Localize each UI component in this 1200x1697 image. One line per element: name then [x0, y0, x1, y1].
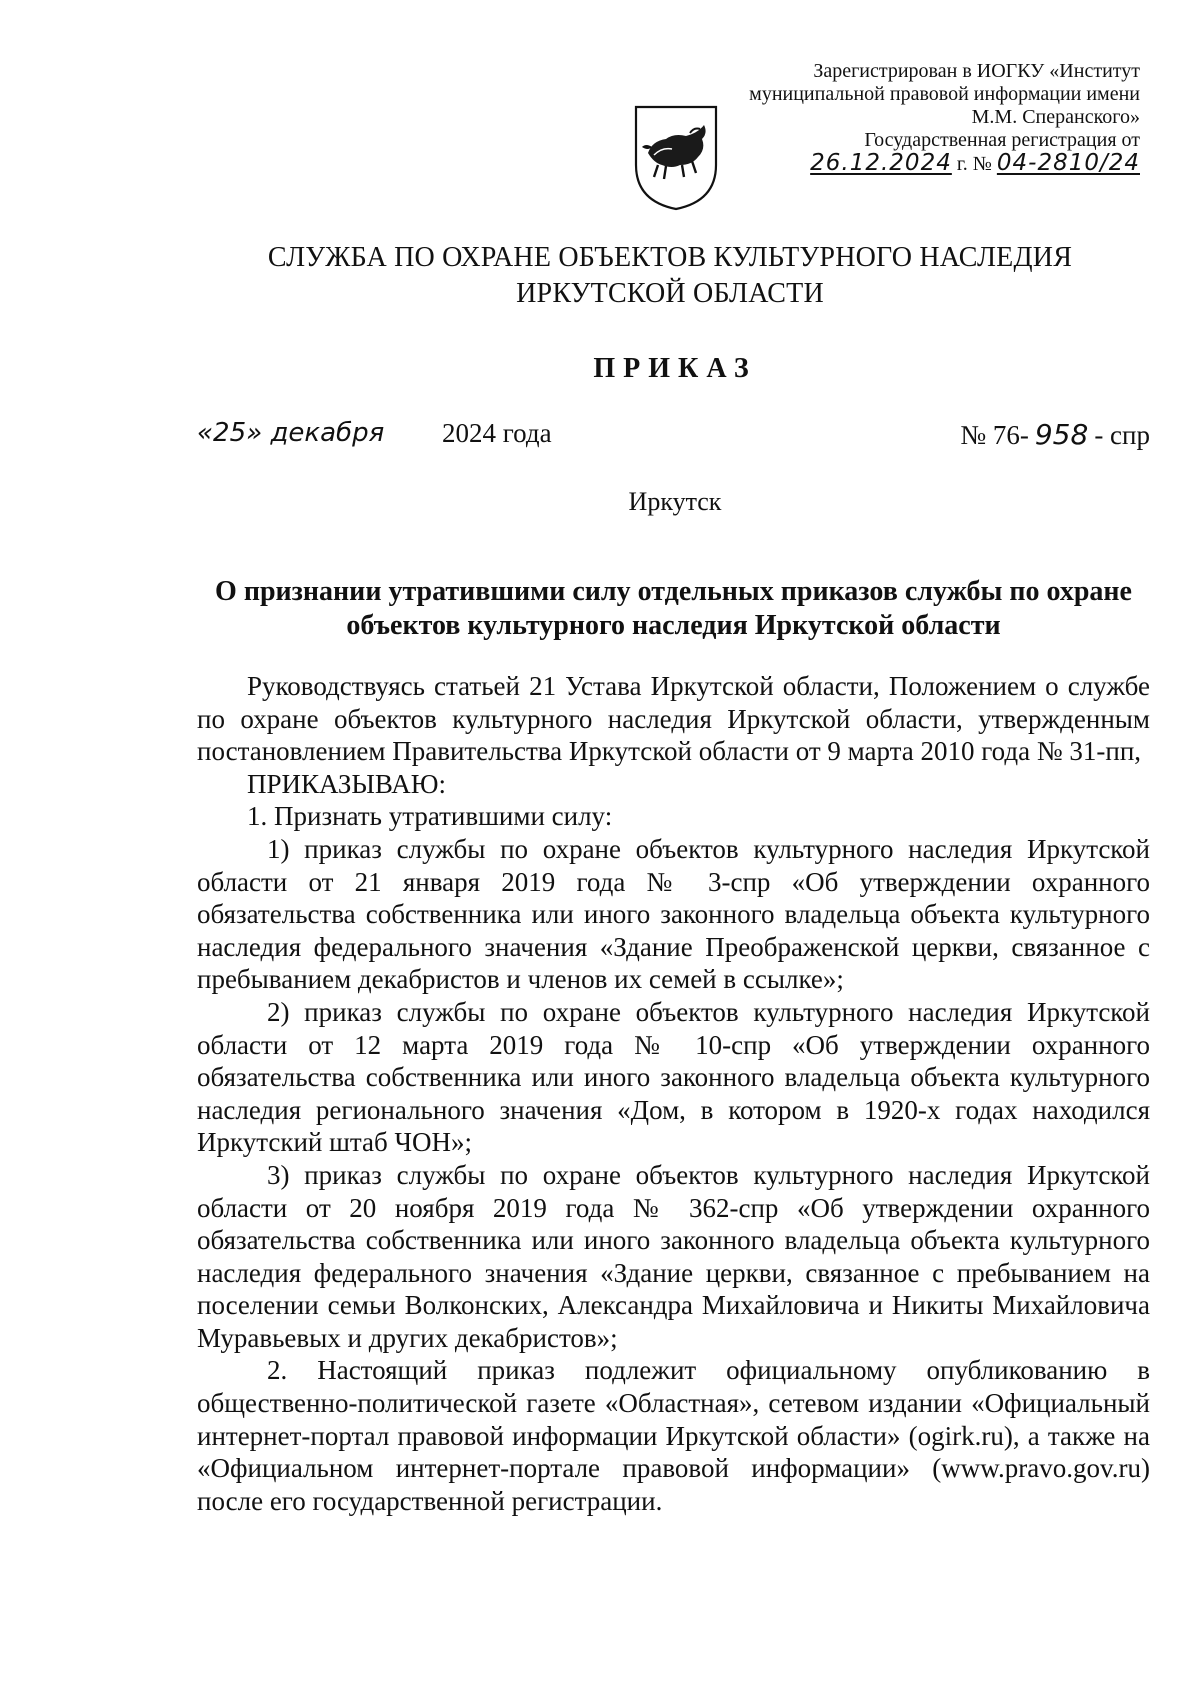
city: Иркутск	[628, 487, 722, 516]
order-number-handwritten: 958	[1034, 418, 1089, 451]
order-word: ПРИКАЗЫВАЮ:	[247, 768, 446, 799]
stamp-line-3: М.М. Сперанского»	[971, 106, 1140, 128]
stamp-number-label: г. №	[956, 153, 992, 175]
order-subject-line-1: О признании утратившими силу отдельных приказов службы по охране	[215, 576, 1132, 607]
preamble-paragraph: Руководствуясь статьей 21 Устава Иркутской области, Положением о службе по охране объектов культурного наследия Иркутской области, утвержденным постановлением Правительства Иркутской области от 9 марта 2010 года № 31-пп,	[197, 671, 1150, 767]
item-1-1: 1) приказ службы по охране объектов культурного наследия Иркутской области от 21 января 2019 года № 3-спр «Об утверждении охранного обязательства собственника или иного законного владельца объекта культурного наследия федерального значения «Здание Преображенской церкви, связанное с пребыванием декабристов и членов их семей в ссылке»;	[197, 833, 1150, 995]
handwritten-date: «25» декабря	[197, 418, 385, 448]
agency-name-line-2: ИРКУТСКОЙ ОБЛАСТИ	[516, 278, 824, 309]
stamp-handwritten-date: 26.12.2024	[810, 150, 952, 176]
item-1: 1. Признать утратившими силу:	[247, 801, 613, 832]
order-body	[197, 670, 1150, 1517]
stamp-line-4: Государственная регистрация от	[864, 129, 1140, 151]
agency-name	[0, 240, 1200, 312]
order-subject-line-2: объектов культурного наследия Иркутской области	[346, 610, 1001, 641]
stamp-line-1: Зарегистрирован в ИОГКУ «Институт	[813, 60, 1140, 82]
date-year: 2024 года	[442, 418, 552, 448]
stamp-line-2: муниципальной правовой информации имени	[749, 83, 1140, 105]
irkutsk-coat-of-arms-icon	[632, 103, 720, 213]
order-subject	[197, 575, 1150, 643]
registration-stamp	[720, 60, 1140, 176]
item-2: 2. Настоящий приказ подлежит официальному опубликованию в общественно-политической газете «Областная», сетевом издании «Официальный интернет-портал правовой информации Иркутской области» (ogirk.ru), а также на «Официальном интернет-портале правовой информации» (www.pravo.gov.ru) после его государственной регистрации.	[197, 1355, 1150, 1516]
agency-name-line-1: СЛУЖБА ПО ОХРАНЕ ОБЪЕКТОВ КУЛЬТУРНОГО НАСЛЕДИЯ	[267, 242, 1073, 273]
document-type: ПРИКАЗ	[593, 353, 757, 384]
stamp-handwritten-number: 04-2810/24	[996, 150, 1140, 176]
item-1-2: 2) приказ службы по охране объектов культурного наследия Иркутской области от 12 марта 2019 года № 10-спр «Об утверждении охранного обязательства собственника или иного законного владельца объекта культурного наследия регионального значения «Дом, в котором в 1920-х годах находился Иркутский штаб ЧОН»;	[197, 996, 1150, 1158]
stamp-registration-line	[720, 152, 1140, 176]
order-number-prefix: № 76-	[960, 420, 1029, 450]
item-1-3: 3) приказ службы по охране объектов культурного наследия Иркутской области от 20 ноября 2019 года № 362-спр «Об утверждении охранного обязательства собственника или иного законного владельца объекта культурного наследия федерального значения «Здание церкви, связанное с пребыванием на поселении семьи Волконских, Александра Михайловича и Никиты Михайловича Муравьевых и других декабристов»;	[197, 1159, 1150, 1353]
order-number	[960, 418, 1150, 451]
order-number-suffix: - спр	[1094, 420, 1150, 450]
